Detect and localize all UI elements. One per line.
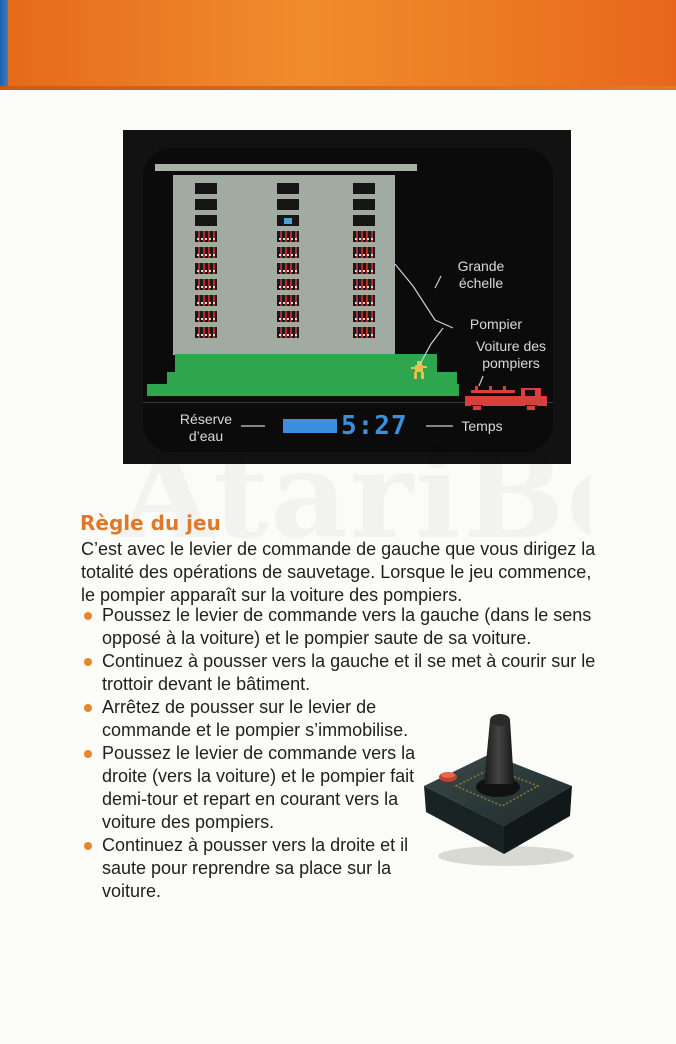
- label-line: Voiture des: [475, 338, 547, 354]
- game-screen: [143, 148, 553, 452]
- label-voiture-des-pompiers: [461, 338, 553, 372]
- label-temps: Temps: [461, 418, 503, 434]
- rule-item: Continuez à pousser vers la gauche et il se met à courir sur le trottoir devant le bâtiment.: [81, 650, 609, 696]
- rule-item: Arrêtez de pousser sur le levier de commande et le pompier s’immobilise.: [81, 696, 462, 742]
- callout-lines: [143, 148, 553, 452]
- label-line: d’eau: [188, 428, 224, 444]
- rule-item: Poussez le levier de commande vers la droite (vers la voiture) et le pompier fait demi-tour et repart en courant vers la voiture des pompiers.: [81, 742, 432, 834]
- label-grande-echelle: [441, 258, 521, 292]
- section-title: Règle du jeu: [80, 511, 221, 535]
- joystick-image: [420, 694, 580, 870]
- label-line: échelle: [458, 275, 504, 291]
- time-readout: 5:27: [341, 411, 408, 441]
- label-line: Réserve: [179, 411, 233, 427]
- label-line: Grande: [457, 258, 505, 274]
- section-intro: C’est avec le levier de commande de gauche que vous dirigez la totalité des opérations de sauvetage. Lorsque le jeu commence, le pompier apparaît sur la voiture des pompiers.: [81, 539, 596, 605]
- rule-item: Continuez à pousser vers la droite et il saute pour reprendre sa place sur la voiture.: [81, 834, 432, 903]
- rule-item: Poussez le levier de commande vers la gauche (dans le sens opposé à la voiture) et le pompier saute de sa voiture.: [81, 604, 609, 650]
- label-pompier: Pompier: [469, 316, 523, 332]
- header-band: [0, 0, 676, 90]
- label-line: pompiers: [482, 355, 540, 371]
- game-screenshot: [123, 130, 571, 464]
